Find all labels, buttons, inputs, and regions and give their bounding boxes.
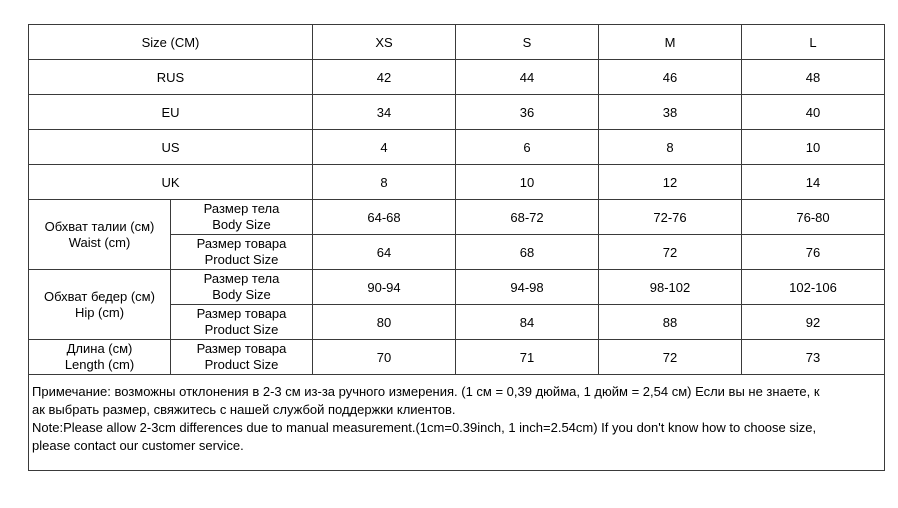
table-cell: 88 (599, 305, 742, 340)
size-chart-table (28, 24, 885, 471)
measure-type-cell (171, 200, 313, 235)
waist-label-ru: Обхват талии (см) (44, 218, 155, 234)
table-cell: 92 (742, 305, 885, 340)
table-cell: 10 (742, 130, 885, 165)
measure-type-ru: Размер товара (196, 236, 287, 251)
note-en-line-1: Note:Please allow 2-3cm differences due to manual measurement.(1cm=0.39inch, 1 inch=2.54cm) If you don't know how to choose size, (32, 420, 817, 435)
table-cell: 98-102 (599, 270, 742, 305)
length-product-row (29, 340, 885, 375)
hip-body-row (29, 270, 885, 305)
measure-type-cell (171, 340, 313, 375)
table-cell: 90-94 (313, 270, 456, 305)
measure-type-en: Product Size (204, 357, 279, 372)
table-cell: 10 (456, 165, 599, 200)
table-cell: 34 (313, 95, 456, 130)
table-cell: 46 (599, 60, 742, 95)
header-label-cell: Size (CM) (29, 25, 313, 60)
note-ru-line-2: ак выбрать размер, свяжитесь с нашей службой поддержки клиентов. (32, 402, 456, 417)
table-cell: 71 (456, 340, 599, 375)
table-cell: 38 (599, 95, 742, 130)
table-cell: 6 (456, 130, 599, 165)
note-row (29, 375, 885, 471)
table-cell: 102-106 (742, 270, 885, 305)
size-m-header: M (599, 25, 742, 60)
size-s-header: S (456, 25, 599, 60)
table-cell: 64-68 (313, 200, 456, 235)
region-row-us (29, 130, 885, 165)
measure-type-en: Product Size (204, 322, 279, 337)
region-label: UK (29, 165, 313, 200)
note-ru-line-1: Примечание: возможны отклонения в 2-3 см из-за ручного измерения. (1 см = 0,39 дюйма, 1 дюйм = 2,54 см) Если вы не знаете, к (32, 384, 820, 399)
measure-type-ru: Размер товара (196, 306, 287, 321)
measure-type-cell (171, 270, 313, 305)
measure-type-en: Body Size (212, 217, 271, 232)
header-row (29, 25, 885, 60)
region-label: EU (29, 95, 313, 130)
note-cell (29, 375, 885, 471)
waist-label-en: Waist (cm) (68, 234, 131, 250)
table-cell: 68-72 (456, 200, 599, 235)
region-row-eu (29, 95, 885, 130)
table-cell: 48 (742, 60, 885, 95)
measure-type-en: Body Size (212, 287, 271, 302)
table-cell: 94-98 (456, 270, 599, 305)
table-cell: 8 (313, 165, 456, 200)
note-en-line-2: please contact our customer service. (32, 438, 244, 453)
table-cell: 72 (599, 235, 742, 270)
region-row-uk (29, 165, 885, 200)
table-cell: 44 (456, 60, 599, 95)
table-cell: 72 (599, 340, 742, 375)
table-cell: 72-76 (599, 200, 742, 235)
table-cell: 36 (456, 95, 599, 130)
size-xs-header: XS (313, 25, 456, 60)
measure-type-cell (171, 235, 313, 270)
measure-type-ru: Размер товара (196, 341, 287, 356)
waist-body-row (29, 200, 885, 235)
table-cell: 4 (313, 130, 456, 165)
table-cell: 8 (599, 130, 742, 165)
table-cell: 64 (313, 235, 456, 270)
region-row-rus (29, 60, 885, 95)
length-label-ru: Длина (см) (66, 341, 133, 356)
table-cell: 76-80 (742, 200, 885, 235)
hip-label-cell (29, 270, 171, 340)
table-cell: 84 (456, 305, 599, 340)
measure-type-cell (171, 305, 313, 340)
table-cell: 40 (742, 95, 885, 130)
size-l-header: L (742, 25, 885, 60)
table-cell: 12 (599, 165, 742, 200)
hip-label-ru: Обхват бедер (см) (44, 288, 155, 304)
table-cell: 14 (742, 165, 885, 200)
measure-type-en: Product Size (204, 252, 279, 267)
table-cell: 73 (742, 340, 885, 375)
measure-type-ru: Размер тела (203, 201, 280, 216)
table-cell: 42 (313, 60, 456, 95)
region-label: US (29, 130, 313, 165)
hip-label-en: Hip (cm) (74, 304, 125, 320)
table-cell: 68 (456, 235, 599, 270)
length-label-en: Length (cm) (64, 357, 135, 372)
table-cell: 76 (742, 235, 885, 270)
region-label: RUS (29, 60, 313, 95)
waist-label-cell (29, 200, 171, 270)
table-cell: 70 (313, 340, 456, 375)
table-cell: 80 (313, 305, 456, 340)
length-label-cell (29, 340, 171, 375)
measure-type-ru: Размер тела (203, 271, 280, 286)
